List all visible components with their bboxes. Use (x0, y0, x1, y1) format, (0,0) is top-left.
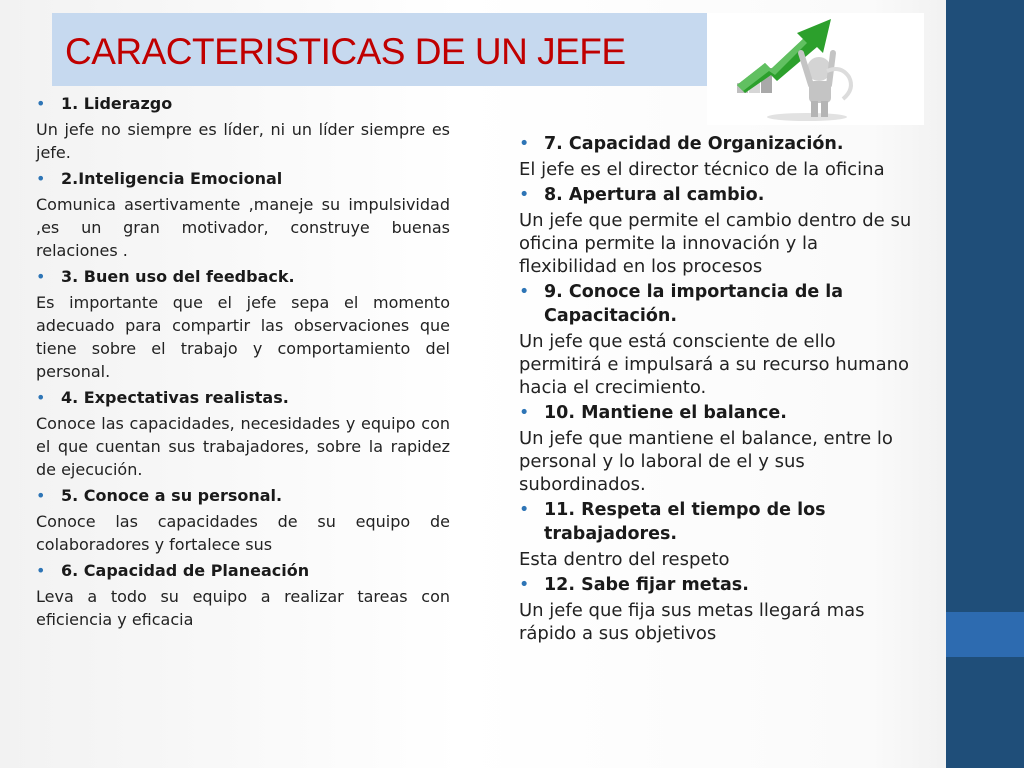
description-text: Conoce las capacidades, necesidades y equipo con el que cuentan sus trabajadores, sobre la rapidez de ejecución. (36, 414, 450, 479)
heading-text: 1. Liderazgo (61, 94, 173, 113)
heading-item (519, 401, 914, 425)
bullet-icon: • (519, 575, 530, 595)
heading-text: 5. Conoce a su personal. (61, 486, 283, 505)
heading-text: 3. Buen uso del feedback. (61, 267, 295, 286)
heading-text: 10. Mantiene el balance. (544, 403, 787, 423)
side-decoration-bar (946, 0, 1024, 768)
bullet-icon: • (519, 134, 530, 154)
left-column (36, 91, 450, 635)
slide-title: CARACTERISTICAS DE UN JEFE (65, 31, 626, 72)
heading-item (36, 485, 450, 507)
bullet-icon: • (36, 267, 46, 286)
heading-item (519, 280, 914, 328)
heading-item (36, 387, 450, 409)
bullet-icon: • (519, 282, 530, 302)
heading-item (36, 93, 450, 115)
description-text: Comunica asertivamente ,maneje su impulsividad ,es un gran motivador, construye buenas relaciones . (36, 195, 450, 260)
heading-item (36, 560, 450, 582)
heading-item (519, 498, 914, 546)
description-text: Esta dentro del respeto (519, 549, 730, 570)
description-text: Conoce las capacidades de su equipo de colaboradores y fortalece sus (36, 512, 450, 554)
description-text: Un jefe que permite el cambio dentro de su oficina permite la innovación y la flexibilidad en los procesos (519, 210, 912, 277)
heading-text: 2.Inteligencia Emocional (61, 169, 283, 188)
bullet-icon: • (519, 185, 530, 205)
bullet-icon: • (36, 169, 46, 188)
heading-item (36, 168, 450, 190)
bullet-icon: • (36, 561, 46, 580)
growth-arrow-icon (707, 13, 924, 125)
description-text: Leva a todo su equipo a realizar tareas con eficiencia y eficacia (36, 587, 450, 629)
heading-text: 8. Apertura al cambio. (544, 185, 765, 205)
description-text: Un jefe que fija sus metas llegará mas rápido a sus objetivos (519, 600, 865, 644)
heading-text: 11. Respeta el tiempo de los trabajadores. (544, 500, 826, 544)
description-text: Un jefe que está consciente de ello permitirá e impulsará a su recurso humano hacia el crecimiento. (519, 331, 910, 398)
heading-text: 7. Capacidad de Organización. (544, 134, 844, 154)
right-column (519, 130, 914, 647)
heading-item (519, 132, 914, 156)
bullet-icon: • (36, 486, 46, 505)
bullet-icon: • (36, 388, 46, 407)
growth-arrow-illustration (707, 13, 924, 125)
side-decoration-accent (946, 612, 1024, 657)
description-text: Un jefe no siempre es líder, ni un líder siempre es jefe. (36, 120, 450, 162)
heading-item (519, 183, 914, 207)
description-text: Es importante que el jefe sepa el momento adecuado para compartir las observaciones que tiene sobre el trabajo y comportamiento del personal. (36, 293, 450, 381)
heading-item (519, 573, 914, 597)
heading-item (36, 266, 450, 288)
bullet-icon: • (36, 94, 46, 113)
heading-text: 9. Conoce la importancia de la Capacitación. (544, 282, 844, 326)
bullet-icon: • (519, 403, 530, 423)
title-banner (52, 13, 707, 86)
heading-text: 6. Capacidad de Planeación (61, 561, 310, 580)
heading-text: 12. Sabe fijar metas. (544, 575, 749, 595)
description-text: Un jefe que mantiene el balance, entre lo personal y lo laboral de el y sus subordinados. (519, 428, 893, 495)
description-text: El jefe es el director técnico de la oficina (519, 159, 885, 180)
bullet-icon: • (519, 500, 530, 520)
heading-text: 4. Expectativas realistas. (61, 388, 289, 407)
